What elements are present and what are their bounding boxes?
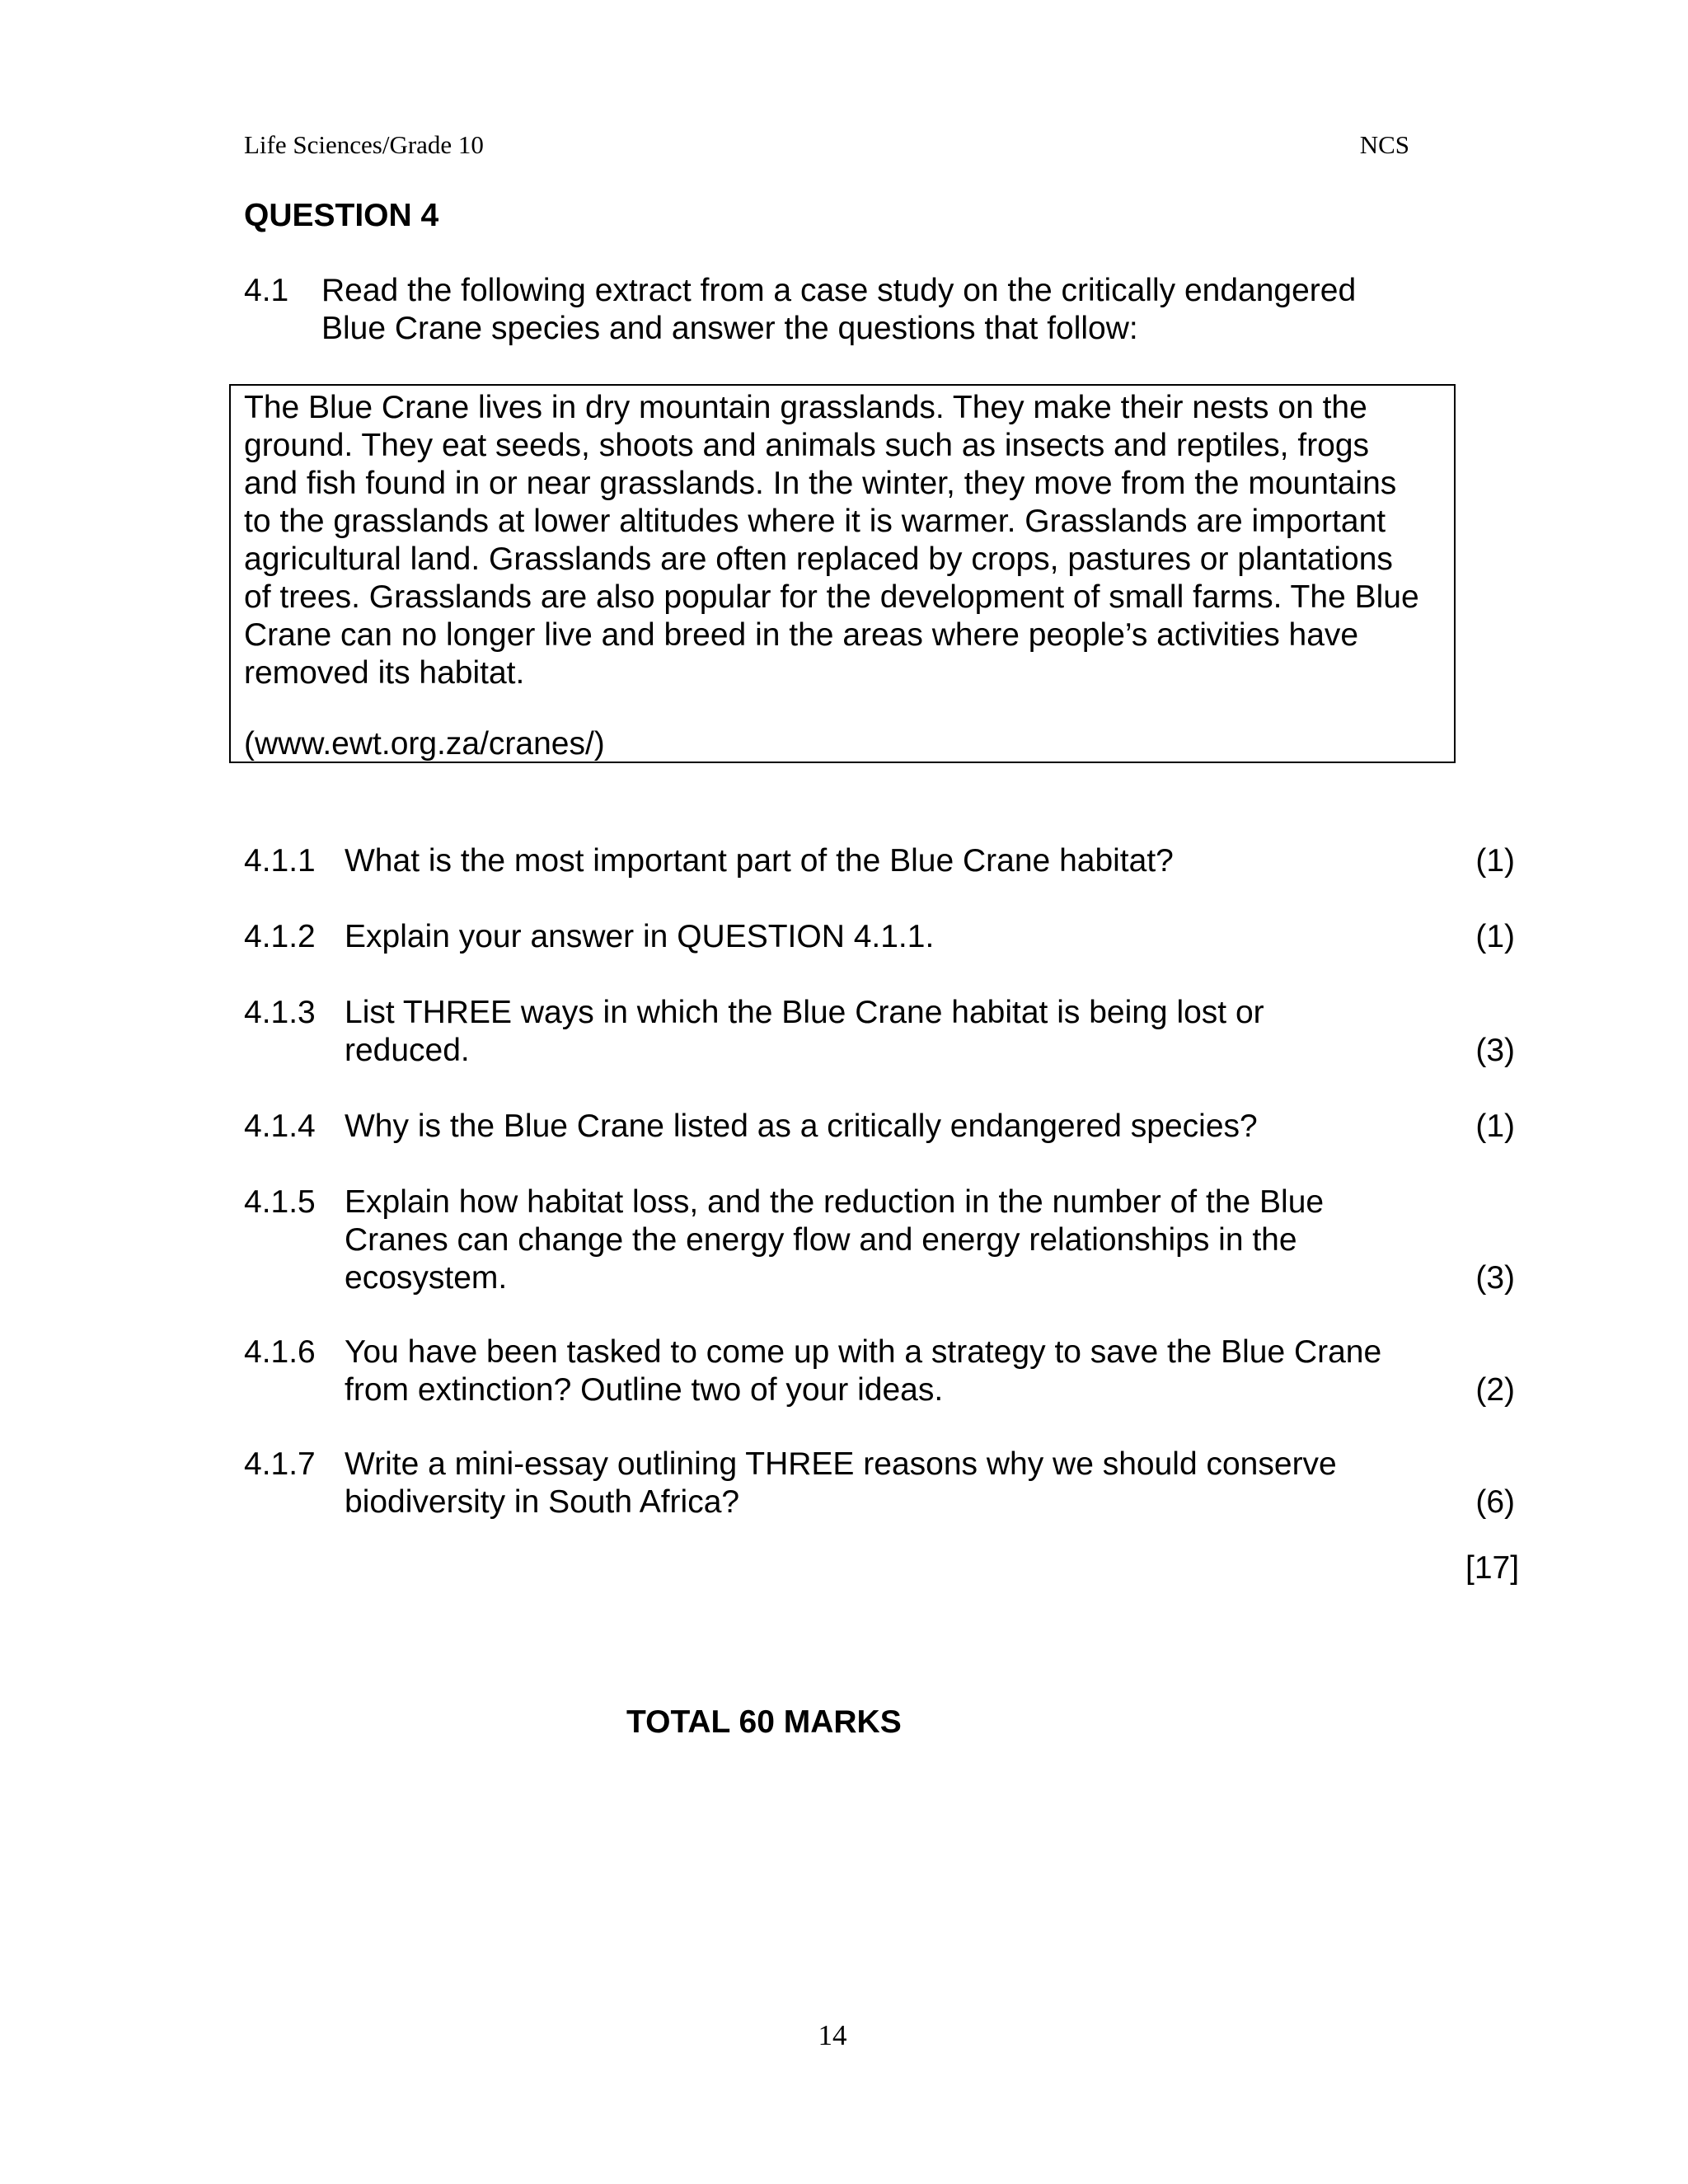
extract-line: removed its habitat.: [244, 655, 525, 691]
question-total: [17]: [1465, 1550, 1520, 1586]
header-curriculum: NCS: [1359, 130, 1409, 159]
question-line: Cranes can change the energy flow and energy relationships in the: [345, 1222, 1297, 1258]
question-line: You have been tasked to come up with a strategy to save the Blue Crane: [345, 1334, 1382, 1370]
extract-line: Crane can no longer live and breed in the areas where people’s activities have: [244, 617, 1359, 653]
question-mark: (3): [1475, 1033, 1515, 1068]
intro-text: [321, 272, 1459, 348]
question-line: from extinction? Outline two of your ideas.: [345, 1372, 944, 1408]
extract-source: (www.ewt.org.za/cranes/): [244, 726, 605, 762]
question-line: Write a mini-essay outlining THREE reasons why we should conserve: [345, 1446, 1337, 1482]
question-line: Why is the Blue Crane listed as a critically endangered species?: [345, 1108, 1258, 1144]
question-title: QUESTION 4: [244, 198, 439, 233]
question-text: [345, 1446, 1416, 1521]
question-number: 4.1.3: [244, 995, 316, 1030]
question-text: [345, 918, 1416, 956]
header-subject: Life Sciences/Grade 10: [244, 130, 484, 159]
question-mark: (1): [1475, 1108, 1515, 1144]
extract-line: to the grasslands at lower altitudes where it is warmer. Grasslands are important: [244, 504, 1386, 539]
extract-line: and fish found in or near grasslands. In the winter, they move from the mountains: [244, 466, 1397, 501]
question-mark: (3): [1475, 1260, 1515, 1296]
question-line: Explain how habitat loss, and the reduction in the number of the Blue: [345, 1184, 1325, 1220]
question-number: 4.1.7: [244, 1446, 316, 1482]
question-line: What is the most important part of the Blue Crane habitat?: [345, 843, 1174, 879]
intro-line: Read the following extract from a case study on the critically endangered: [321, 273, 1357, 308]
extract-line: agricultural land. Grasslands are often replaced by crops, pastures or plantations: [244, 541, 1393, 577]
question-mark: (1): [1475, 919, 1515, 954]
question-number: 4.1.2: [244, 919, 316, 954]
intro-line: Blue Crane species and answer the questions that follow:: [321, 311, 1138, 346]
question-text: [345, 1183, 1416, 1297]
question-text: [345, 1333, 1416, 1409]
question-line: ecosystem.: [345, 1260, 508, 1296]
question-text: [345, 842, 1416, 880]
extract-text: [244, 389, 1449, 692]
page-number: 14: [818, 2019, 847, 2051]
intro-number: 4.1: [244, 273, 289, 308]
question-number: 4.1.4: [244, 1108, 316, 1144]
total-marks: TOTAL 60 MARKS: [626, 1704, 902, 1740]
question-line: reduced.: [345, 1033, 470, 1068]
question-number: 4.1.1: [244, 843, 316, 879]
question-mark: (1): [1475, 843, 1515, 879]
extract-line: The Blue Crane lives in dry mountain grasslands. They make their nests on the: [244, 390, 1367, 425]
extract-line: ground. They eat seeds, shoots and animals such as insects and reptiles, frogs: [244, 428, 1370, 463]
question-text: [345, 1108, 1416, 1146]
question-mark: (2): [1475, 1372, 1515, 1408]
question-text: [345, 994, 1416, 1070]
question-line: biodiversity in South Africa?: [345, 1484, 740, 1520]
question-number: 4.1.5: [244, 1184, 316, 1220]
extract-line: of trees. Grasslands are also popular for the development of small farms. The Blue: [244, 579, 1419, 615]
question-line: Explain your answer in QUESTION 4.1.1.: [345, 919, 935, 954]
question-line: List THREE ways in which the Blue Crane habitat is being lost or: [345, 995, 1264, 1030]
question-mark: (6): [1475, 1484, 1515, 1520]
question-number: 4.1.6: [244, 1334, 316, 1370]
